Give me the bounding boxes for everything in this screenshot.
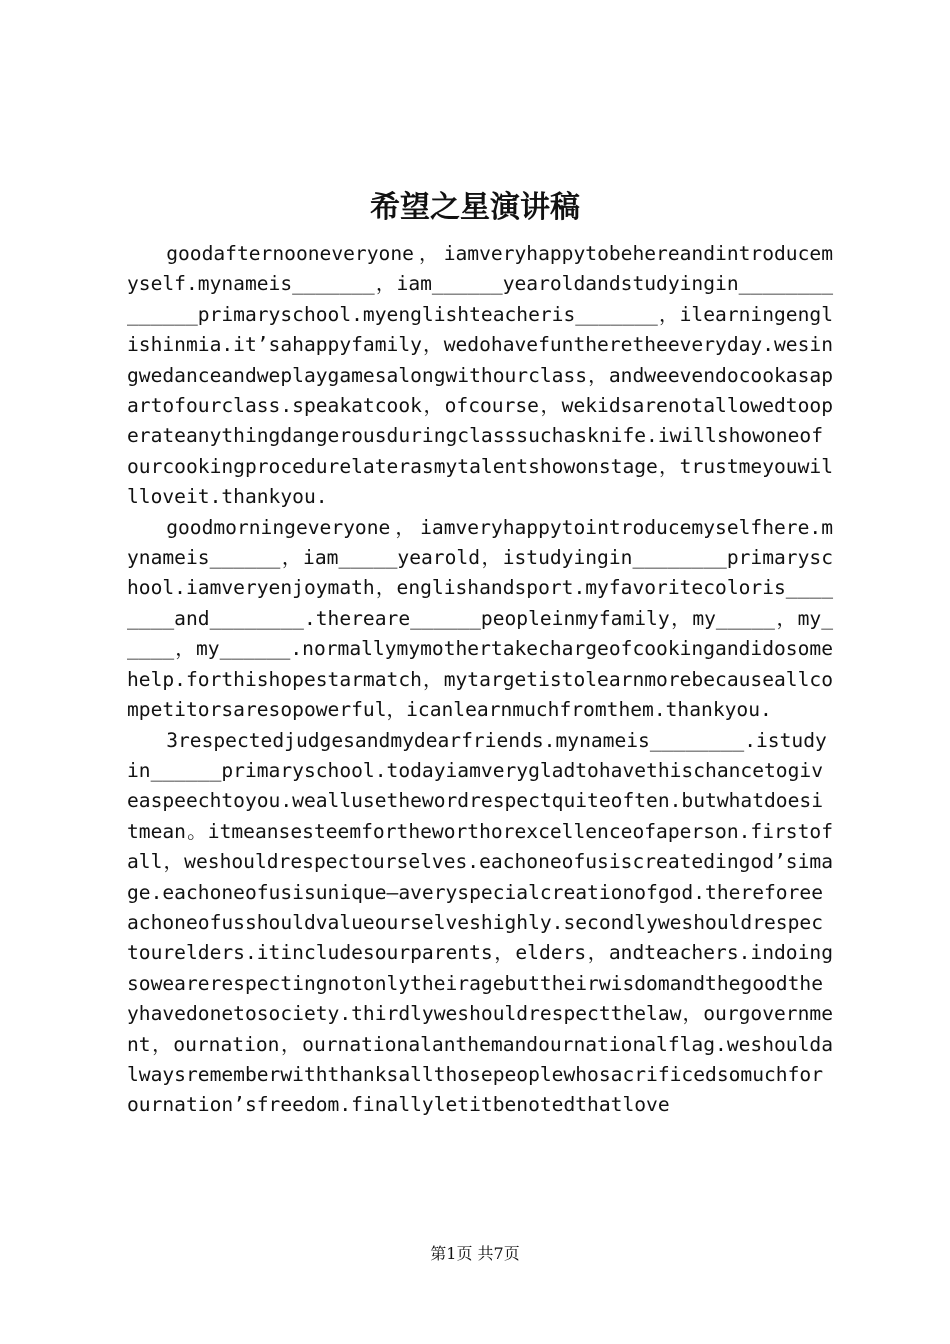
document-body (127, 239, 833, 1121)
paragraph-3: 3respectedjudgesandmydearfriends.mynameis________.istudyin______primaryschool.todayiamverygladtohavethischancetogiveaspeechtoyou.weallusethewordrespectquiteoften.butwhatdoesitmean。itmeansesteemfortheworthorexcellenceofaperson.firstofall，weshouldrespectourselves.eachoneofusiscreatedingod’simage.eachoneofusisunique—averyspecialcreationofgod.thereforeeachoneofusshouldvalueourselveshighly.secondlyweshouldrespectourelders.itincludesourparents，elders，andteachers.indoingsowearerespectingnotonlytheiragebuttheirwisdomandthegoodtheyhavedonetosociety.thirdlyweshouldrespectthelaw，ourgovernment，ournation，ournationalanthemandournationalflag.weshouldalwaysrememberwiththanksallthosepeoplewhosacrificedsomuchforournation’sfreedom.finallyletitbenotedthatlove (127, 728, 833, 1117)
page-title: 希望之星演讲稿 (370, 190, 580, 225)
page-number-footer: 第1页 共7页 (430, 1244, 520, 1263)
paragraph-1: goodafternooneveryone，iamveryhappytobehereandintroducemyself.mynameis_______，iam______yearoldandstudyingin______________primaryschool.myenglishteacheris_______，ilearningenglishinmia.it’sahappyfamily，wedohavefuntheretheeveryday.wesingwedanceandweplaygamesalongwithourclass，andweevendocookasapartofourclass.speakatcook，ofcourse，wekidsarenotallowedtooperateanythingdangerousduringclasssuchasknife.iwillshowoneofourcookingprocedurelaterasmytalentshowonstage，trustmeyouwillloveit.thankyou. (127, 242, 833, 509)
paragraph-2: goodmorningeveryone，iamveryhappytointroducemyselfhere.mynameis______，iam_____yearold，istudyingin________primaryschool.iamveryenjoymath，englishandsport.myfavoritecoloris________and________.thereare______peopleinmyfamily，my_____，my_____，my______.normallymymothertakechargeofcookingandidosomehelp.forthishopestarmatch，mytargetistolearnmorebecauseallcompetitorsaresopowerful，icanlearnmuchfromthem.thankyou. (127, 515, 833, 722)
